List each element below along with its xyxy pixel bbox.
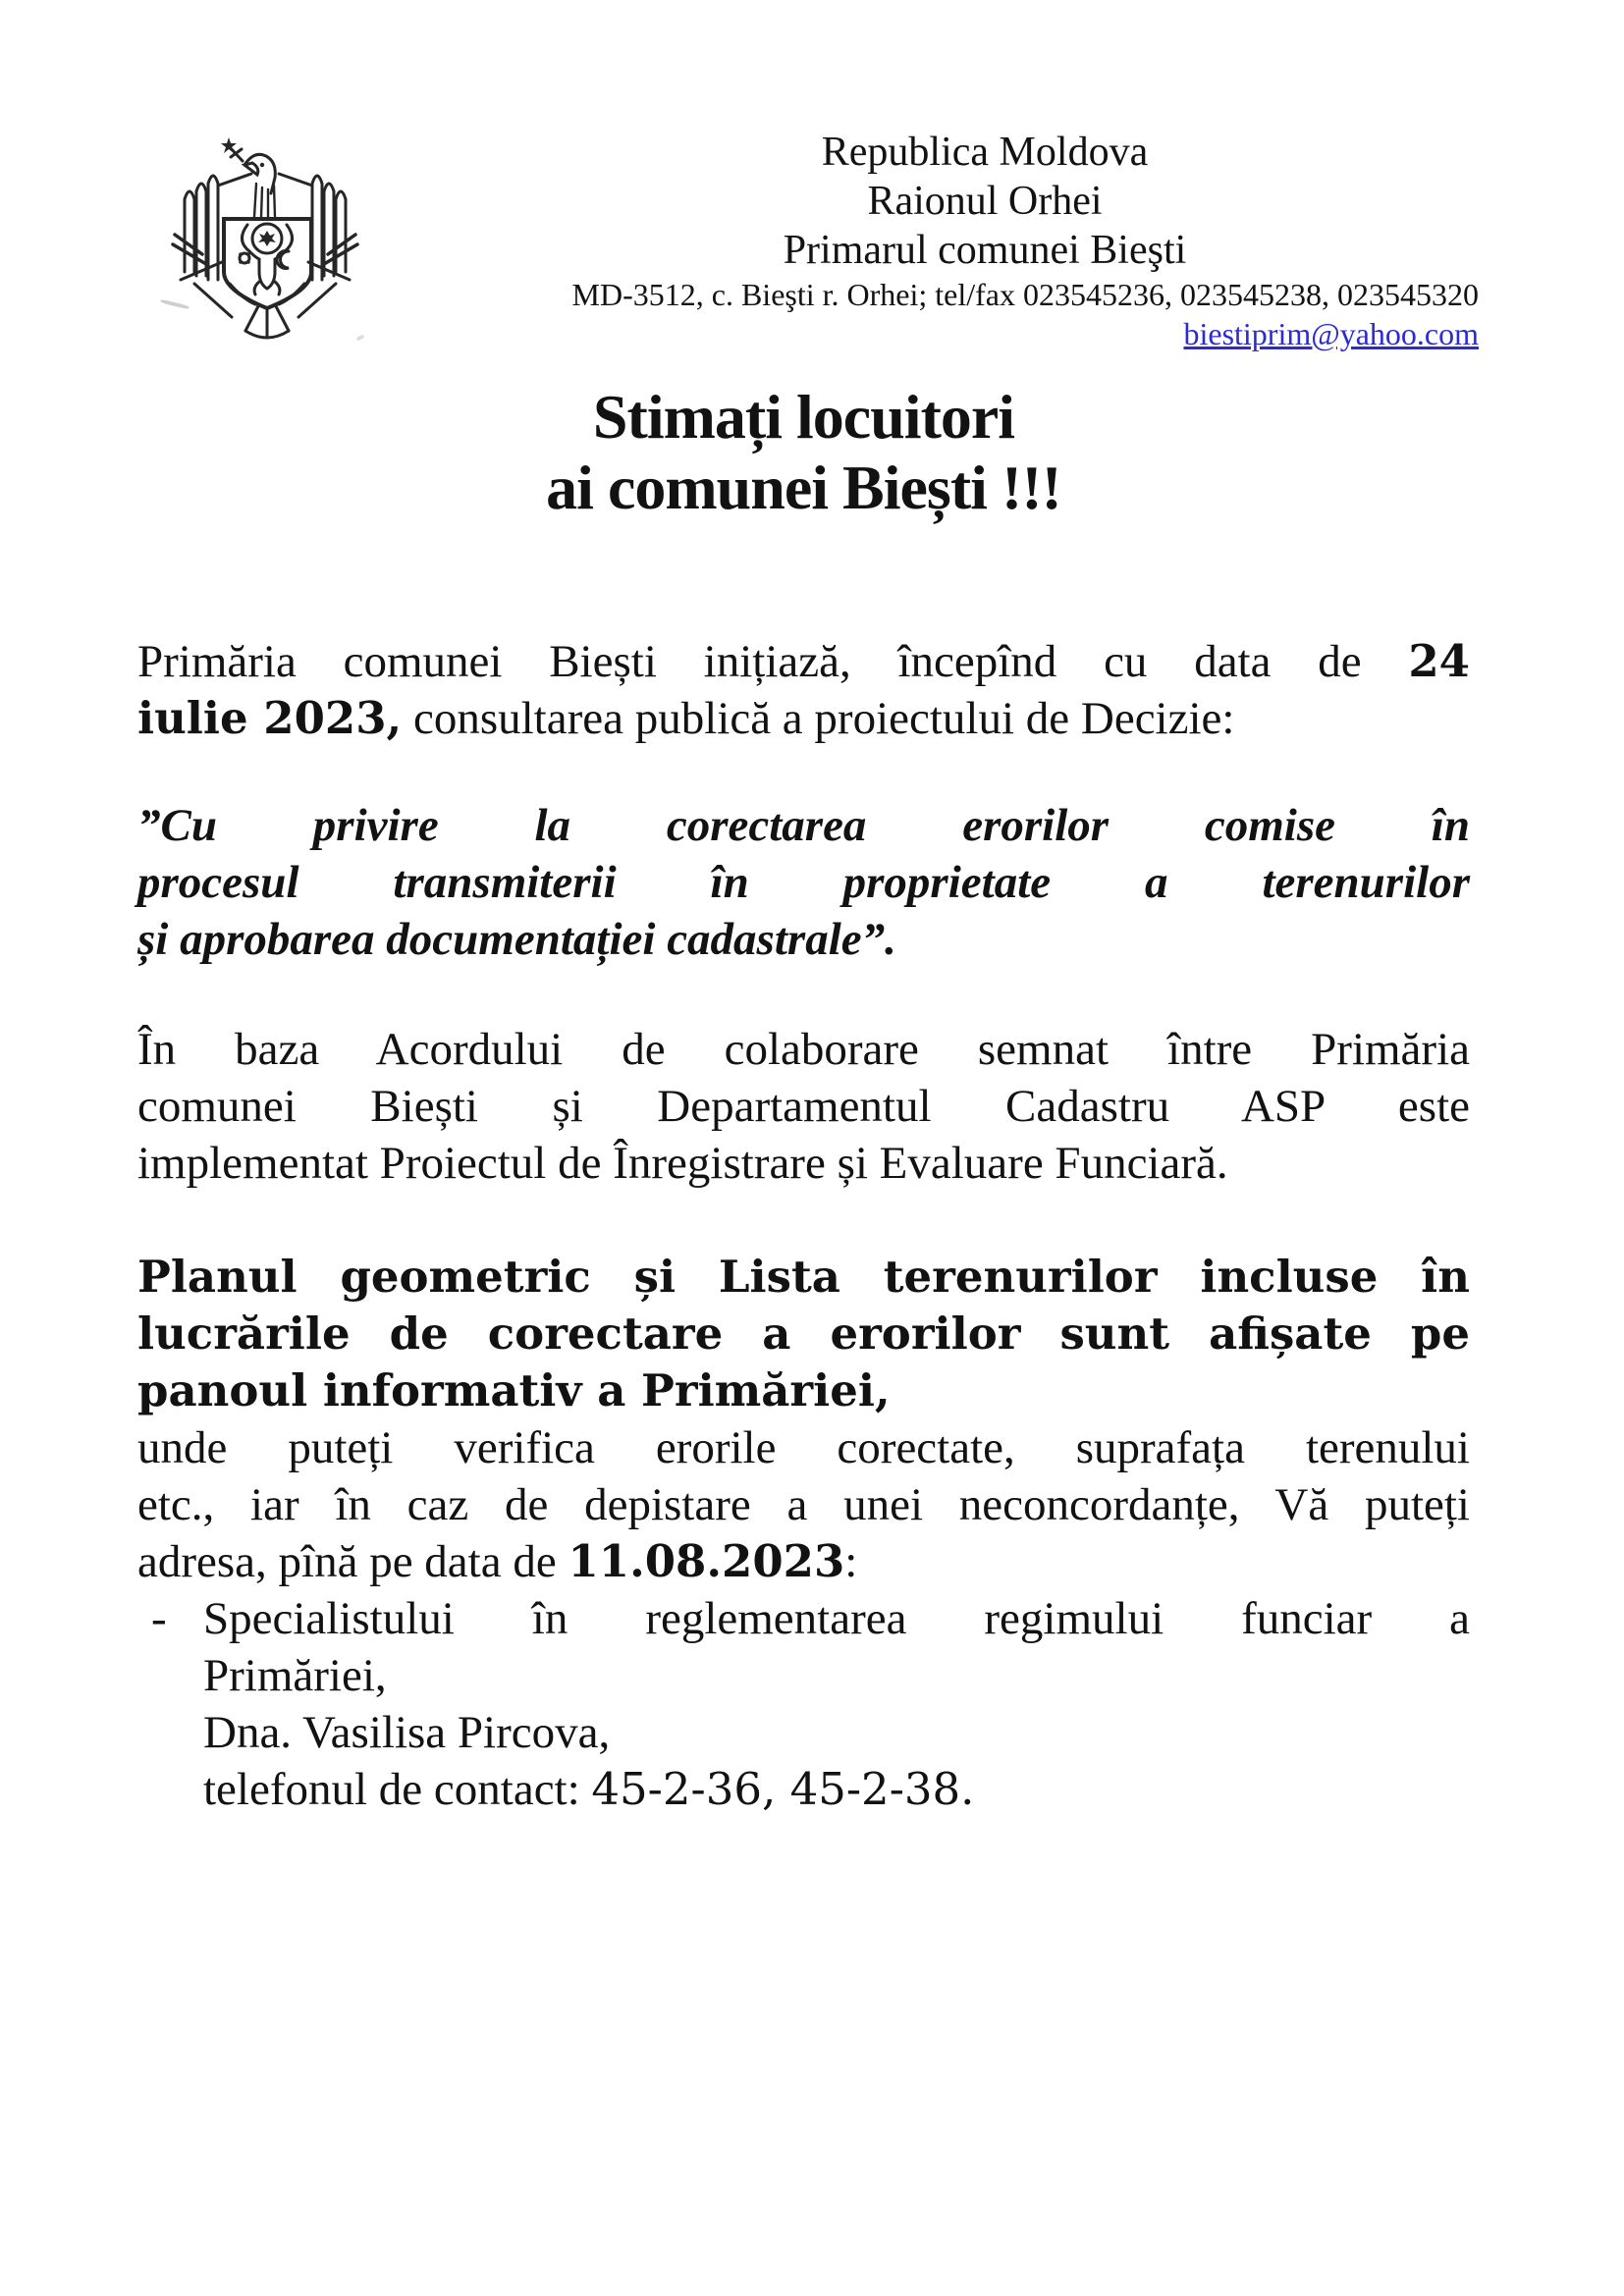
announcement-title xyxy=(137,382,1470,523)
letterhead-district: Raionul Orhei xyxy=(867,179,1103,224)
paragraph-line: implementat Proiectul de Înregistrare și Evaluare Funciară. xyxy=(137,1138,1228,1189)
phone-numbers: 45-2-36, 45-2-38. xyxy=(591,1763,975,1815)
paragraph-intro xyxy=(137,633,1470,747)
paragraph-decision-quote xyxy=(137,797,1470,968)
paragraph-line: iulie 2023, consultarea publică a proiectului de Decizie: xyxy=(137,692,1235,744)
title-line-1: Stimați locuitori xyxy=(592,382,1015,452)
paragraph-line: etc., iar în caz de depistare a unei neconcordanțe, Vă puteți xyxy=(137,1479,1470,1530)
paragraph-line: Primăria comunei Biești inițiază, începînd cu data de 24 xyxy=(137,635,1470,687)
letterhead-address: MD-3512, c. Bieşti r. Orhei; tel/fax 023545236, 023545238, 023545320 xyxy=(571,277,1479,312)
start-date: iulie 2023, xyxy=(137,692,403,744)
title-line-2: ai comunei Biești !!! xyxy=(546,453,1061,522)
start-date: 24 xyxy=(1408,635,1470,687)
paragraph-line: procesul transmiterii în proprietate a terenurilor xyxy=(137,857,1470,908)
list-item-line: Primăriei, xyxy=(203,1650,387,1701)
list-item-line: Dna. Vasilisa Pircova, xyxy=(203,1707,611,1758)
list-dash: - xyxy=(151,1593,167,1644)
paragraph-line: lucrările de corectare a erorilor sunt afișate pe xyxy=(137,1308,1470,1360)
list-item-line: Specialistului în reglementarea regimului funciar a xyxy=(203,1593,1470,1644)
email-link[interactable]: biestiprim@yahoo.com xyxy=(1183,316,1479,351)
letterhead-office: Primarul comunei Bieşti xyxy=(783,228,1187,273)
paragraph-line: unde puteți verifica erorile corectate, suprafața terenului xyxy=(137,1422,1470,1473)
list-item-contact xyxy=(137,1590,1470,1647)
paragraph-agreement xyxy=(137,1021,1470,1192)
moldova-coat-of-arms-icon xyxy=(161,134,369,343)
paragraph-line: panoul informativ a Primăriei, xyxy=(137,1364,891,1416)
letterhead-country: Republica Moldova xyxy=(821,130,1149,175)
paragraph-line: ”Cu privire la corectarea erorilor comise în xyxy=(137,800,1470,851)
paragraph-notice xyxy=(137,1249,1470,1818)
paragraph-line: adresa, pînă pe data de 11.08.2023: xyxy=(137,1535,858,1587)
paragraph-line: și aprobarea documentației cadastrale”. xyxy=(137,914,896,965)
paragraph-line: comunei Biești și Departamentul Cadastru ASP este xyxy=(137,1081,1470,1132)
paragraph-line: Planul geometric și Lista terenurilor incluse în xyxy=(137,1251,1470,1303)
list-item-line: telefonul de contact: 45-2-36, 45-2-38. xyxy=(203,1763,975,1815)
deadline-date: 11.08.2023 xyxy=(568,1535,845,1587)
letterhead xyxy=(491,128,1479,353)
paragraph-line: În baza Acordului de colaborare semnat între Primăria xyxy=(137,1024,1470,1075)
